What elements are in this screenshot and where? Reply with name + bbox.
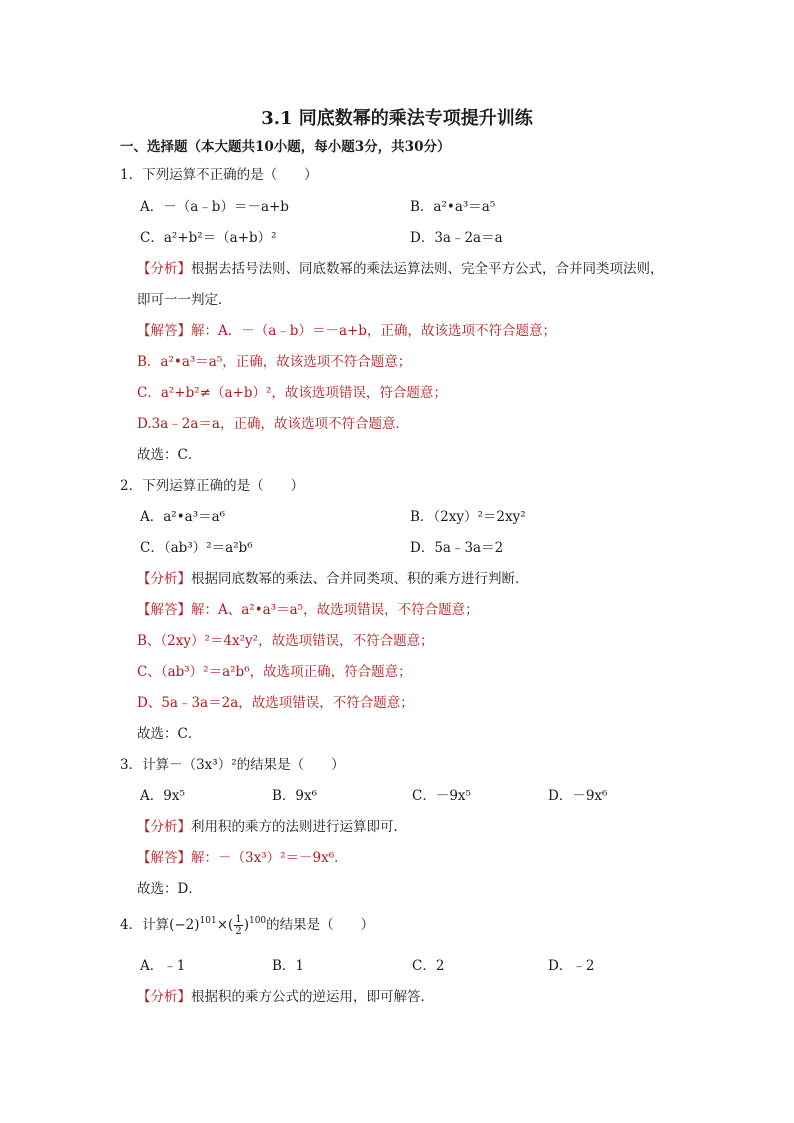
question-3-option-a: A．9x⁵: [140, 788, 185, 804]
question-1-answer-c: C．a²+b²≠（a+b）²，故该选项错误，符合题意；: [137, 385, 447, 401]
analysis-text: 根据积的乘方公式的逆运用，即可解答．: [191, 989, 434, 1005]
analysis-text: 根据同底数幂的乘法、合并同类项、积的乘方进行判断．: [191, 571, 529, 587]
question-3-option-d: D．－9x⁶: [548, 788, 608, 804]
question-2-answer: [137, 601, 479, 619]
expr-exponent-1: 101: [199, 916, 217, 926]
question-4-stem: [120, 914, 374, 937]
question-text: 的结果是（ ）: [266, 917, 375, 933]
question-2-option-a: A．a²•a³＝a⁶: [140, 509, 226, 525]
answer-line-1: 解：－（3x³）²＝－9x⁶．: [191, 850, 348, 866]
question-4-option-a: A．﹣1: [140, 958, 186, 974]
fraction: [234, 914, 242, 937]
analysis-tag: 【分析】: [137, 819, 191, 835]
question-number: 1．: [120, 167, 143, 183]
question-2-answer-b: B、（2xy）²＝4x²y²，故选项错误，不符合题意；: [137, 633, 434, 649]
expr-times: ×(: [216, 917, 234, 933]
question-1-option-d: D．3a﹣2a＝a: [410, 230, 503, 246]
question-text: 计算－（3x³）²的结果是（ ）: [142, 757, 345, 773]
answer-tag: 【解答】: [137, 850, 191, 866]
question-2-answer-d: D、5a﹣3a＝2a，故选项错误，不符合题意；: [137, 695, 414, 711]
question-text: 下列运算正确的是（ ）: [142, 478, 305, 494]
question-number: 4．: [120, 917, 143, 933]
answer-tag: 【解答】: [137, 323, 191, 339]
question-1-option-a: A．－（a﹣b）＝－a+b: [140, 199, 289, 215]
question-2-choice: 故选：C．: [137, 726, 202, 742]
answer-tag: 【解答】: [137, 602, 191, 618]
question-4-analysis: [137, 988, 434, 1006]
question-2-option-c: C．（ab³）²＝a²b⁶: [140, 540, 253, 556]
question-2-option-d: D．5a﹣3a＝2: [410, 540, 504, 556]
question-3-option-b: B．9x⁶: [272, 788, 318, 804]
question-1-choice: 故选：C．: [137, 447, 202, 463]
answer-line-a: 解：A、a²•a³＝a⁵，故选项错误，不符合题意；: [191, 602, 479, 618]
answer-line-a: 解：A．－（a﹣b）＝－a+b，正确，故该选项不符合题意；: [191, 323, 556, 339]
section-heading: 一、选择题（本大题共10小题，每小题3分，共30分）: [120, 139, 451, 155]
question-4-option-d: D．﹣2: [548, 958, 595, 974]
page-title: 3.1 同底数幂的乘法专项提升训练: [261, 108, 533, 129]
question-3-analysis: [137, 818, 407, 836]
question-1-option-b: B．a²•a³＝a⁵: [410, 199, 496, 215]
expr-base: 计算(−2): [142, 917, 200, 933]
question-3-choice: 故选：D．: [137, 881, 202, 897]
question-number: 3．: [120, 757, 143, 773]
analysis-tag: 【分析】: [137, 571, 191, 587]
question-1-answer-d: D.3a﹣2a＝a，正确，故该选项不符合题意．: [137, 416, 409, 432]
question-3-stem: [120, 756, 345, 774]
analysis-text: 根据去括号法则、同底数幂的乘法运算法则、完全平方公式，合并同类项法则，: [191, 261, 664, 277]
fraction-numerator: 1: [235, 914, 242, 925]
fraction-denominator: 2: [235, 926, 242, 937]
question-2-option-b: B．（2xy）²＝2xy²: [410, 509, 526, 525]
question-4-option-c: C．2: [412, 958, 445, 974]
question-1-answer: [137, 322, 556, 340]
question-number: 2．: [120, 478, 143, 494]
question-3-option-c: C．－9x⁵: [412, 788, 471, 804]
question-4-option-b: B．1: [272, 958, 305, 974]
question-1-stem: [120, 166, 318, 184]
question-3-answer: [137, 849, 348, 867]
question-2-stem: [120, 477, 304, 495]
question-2-answer-c: C、（ab³）²＝a²b⁶，故选项正确，符合题意；: [137, 664, 412, 680]
analysis-tag: 【分析】: [137, 989, 191, 1005]
question-2-analysis: [137, 570, 529, 588]
expr-exponent-2: 100: [248, 916, 267, 926]
question-1-answer-b: B．a²•a³＝a⁵，正确，故该选项不符合题意；: [137, 354, 412, 370]
expr-close: ): [243, 917, 249, 933]
question-1-option-c: C．a²+b²＝（a+b）²: [140, 230, 277, 246]
question-1-analysis-cont: 即可一一判定．: [137, 292, 232, 308]
analysis-text: 利用积的乘方的法则进行运算即可．: [191, 819, 407, 835]
question-text: 下列运算不正确的是（ ）: [142, 167, 318, 183]
question-1-analysis: [137, 260, 664, 278]
analysis-tag: 【分析】: [137, 261, 191, 277]
